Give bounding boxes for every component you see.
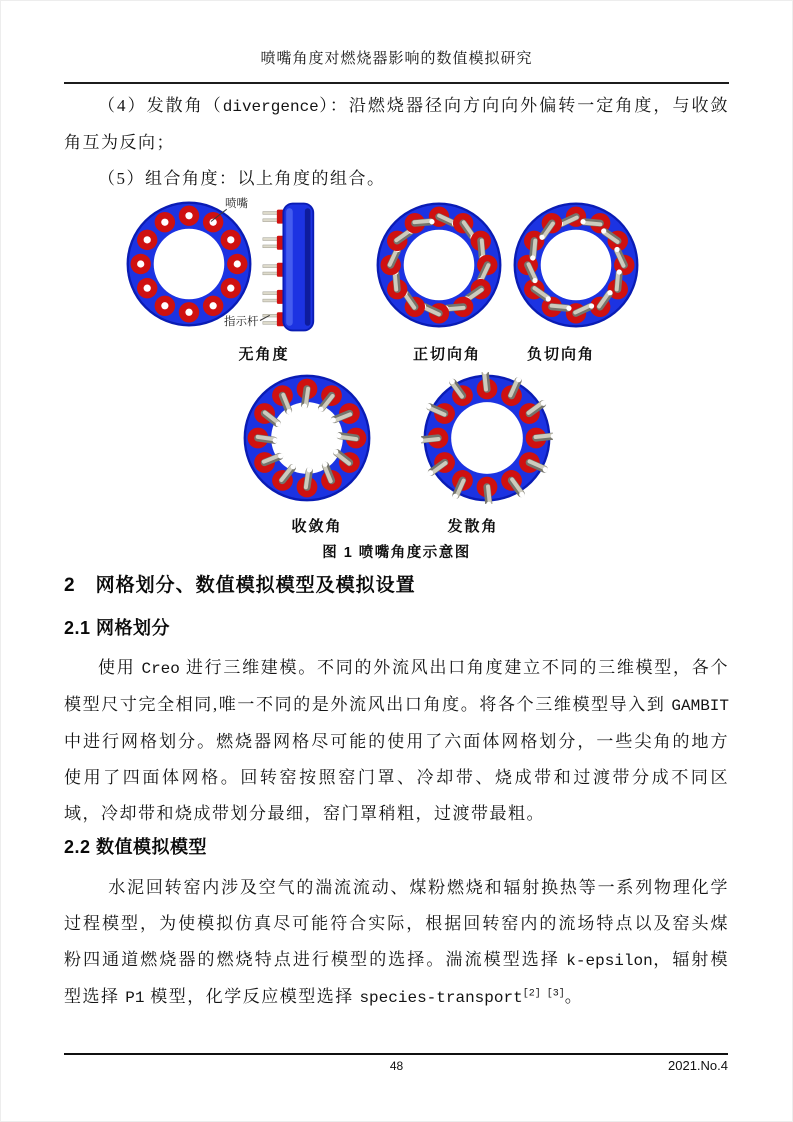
burner-ring-neg-tangential xyxy=(511,200,641,330)
ring-label-pos-tangential: 正切向角 xyxy=(412,346,481,363)
burner-ring-pos-tangential xyxy=(374,200,504,330)
figure-1 xyxy=(64,197,729,563)
section-2-1-paragraph: 使用 Creo 进行三维建模。不同的外流风出口角度建立不同的三维模型，各个模型尺寸完全相同,唯一不同的是外流风出口角度。将各个三维模型导入到 GAMBIT 中进行网格划分。燃烧器网格尽可能的使用了六面体网格划分，一些尖角的地方使用了四面体网格。回转窑按照窑门罩、冷却带、烧成带和过渡带分成不同区域，冷却带和烧成带划分最细，窑门罩稍粗，过渡带最粗。 xyxy=(64,658,730,823)
header-rule xyxy=(64,82,729,84)
running-header-title: 喷嘴角度对燃烧器影响的数值模拟研究 xyxy=(260,51,533,67)
page-number: 48 xyxy=(389,1059,404,1073)
burner-side-view xyxy=(261,201,317,333)
intro-paragraph-4: （4）发散角（divergence）：沿燃烧器径向方向向外偏转一定角度，与收敛角互为反向； xyxy=(64,96,730,152)
subsection-heading-2-2: 2.2 数值模拟模型 xyxy=(64,837,208,857)
ring-label-no-angle: 无角度 xyxy=(238,346,290,363)
ring-label-neg-tangential: 负切向角 xyxy=(526,346,595,363)
footer-rule xyxy=(64,1053,728,1055)
burner-ring-divergent xyxy=(421,372,553,504)
ring-label-divergent: 发散角 xyxy=(447,518,499,535)
issue-label: 2021.No.4 xyxy=(668,1058,728,1073)
burner-ring-no-angle xyxy=(124,199,254,329)
nozzle-annotation-label: 喷嘴 xyxy=(225,198,248,210)
intro-paragraph-5: （5）组合角度：以上角度的组合。 xyxy=(98,169,386,188)
section-2-2-paragraph: 水泥回转窑内涉及空气的湍流流动、煤粉燃烧和辐射换热等一系列物理化学过程模型，为使模拟仿真尽可能符合实际，根据回转窑内的流场特点以及窑头煤粉四通道燃烧器的燃烧特点进行模型的选择。湍流模型选择 k-epsilon，辐射模型选择 P1 模型，化学反应模型选择 species-transport[2] [3]。 xyxy=(64,878,730,1007)
section-heading-2: 2 网格划分、数值模拟模型及模拟设置 xyxy=(64,575,416,596)
subsection-heading-2-1: 2.1 网格划分 xyxy=(64,618,171,638)
ring-label-convergent: 收敛角 xyxy=(291,518,343,535)
burner-ring-convergent xyxy=(241,372,373,504)
figure-caption: 图 1 喷嘴角度示意图 xyxy=(322,545,471,561)
indicator-annotation-label: 指示杆 xyxy=(224,316,259,328)
